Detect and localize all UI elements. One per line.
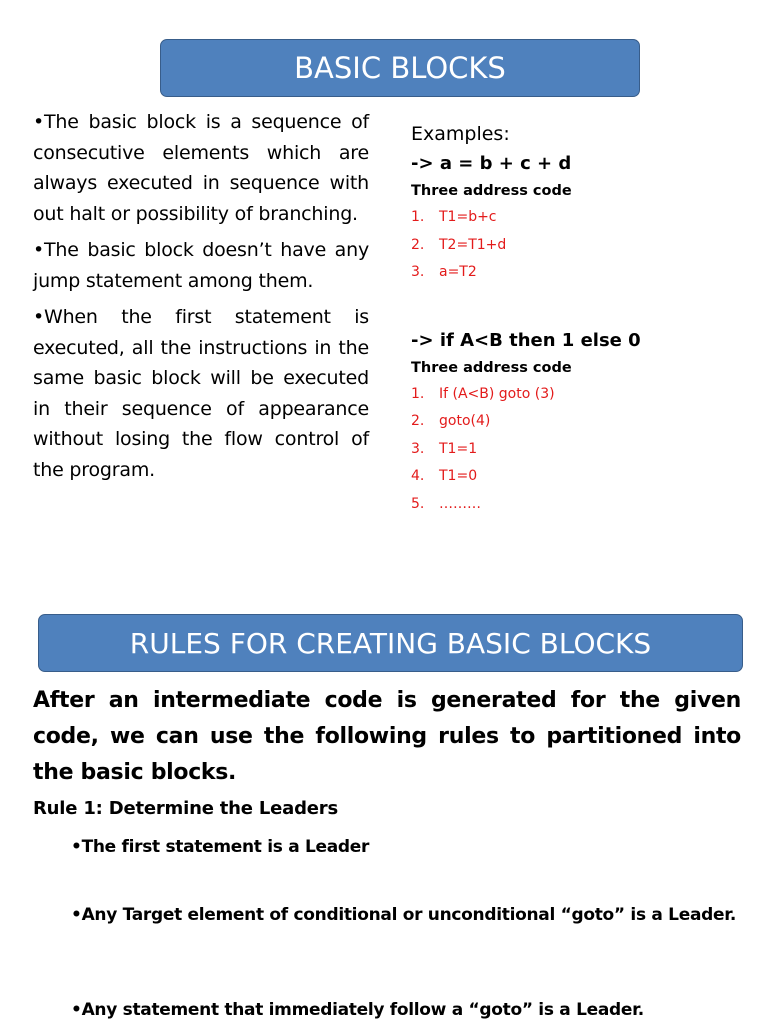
list-text: ……… [439, 495, 481, 512]
list-item [411, 436, 751, 464]
list-text: goto(4) [439, 413, 491, 429]
list-item [411, 232, 751, 260]
examples-heading: Examples: [411, 123, 510, 145]
description-paragraph: •The basic block is a sequence of consecutive elements which are always executed in sequence with out halt or possibility of branching. [33, 111, 369, 225]
section-title: BASIC BLOCKS [294, 51, 506, 85]
description-paragraph: •The basic block doesn’t have any jump statement among them. [33, 239, 369, 292]
description-paragraph: •When the first statement is executed, all the instructions in the same basic block will be executed in their sequence of appearance without losing the flow control of the program. [33, 306, 369, 481]
list-text: If (A<B) goto (3) [439, 385, 555, 402]
list-text: a=T2 [439, 264, 477, 280]
list-item [411, 381, 751, 409]
list-item [411, 408, 751, 436]
example-expression: -> if A<B then 1 else 0 [411, 329, 641, 351]
list-number: 3. [411, 264, 425, 280]
section-title: RULES FOR CREATING BASIC BLOCKS [129, 626, 652, 660]
basic-block-description [33, 107, 369, 491]
list-text: T1=0 [439, 468, 478, 484]
list-number: 2. [411, 236, 425, 253]
list-number: 3. [411, 440, 425, 457]
examples-panel [411, 120, 751, 518]
list-text: T1=1 [439, 440, 478, 457]
list-number: 5. [411, 495, 425, 512]
rules-intro: After an intermediate code is generated for the given code, we can use the following rules to partitioned into the basic blocks. [33, 688, 741, 785]
list-number: 1. [411, 385, 425, 402]
three-address-code-list [411, 204, 751, 287]
list-number: 2. [411, 413, 425, 429]
rule-item: •Any Target element of conditional or unconditional “goto” is a Leader. [71, 905, 737, 925]
list-item [411, 491, 751, 519]
list-number: 4. [411, 468, 425, 484]
rule-item: •Any statement that immediately follow a “goto” is a Leader. [71, 1000, 644, 1020]
list-number: 1. [411, 209, 425, 225]
section-title-banner [160, 39, 640, 97]
list-text: T1=b+c [439, 209, 497, 225]
list-item [411, 204, 751, 232]
three-address-code-list [411, 381, 751, 519]
rule-item: •The first statement is a Leader [71, 837, 370, 857]
list-item [411, 463, 751, 491]
example-expression: -> a = b + c + d [411, 153, 572, 174]
rule-heading: Rule 1: Determine the Leaders [33, 798, 338, 819]
list-item [411, 259, 751, 287]
section-title-banner [38, 614, 743, 672]
list-text: T2=T1+d [439, 236, 507, 253]
example-subtitle: Three address code [411, 183, 572, 199]
example-subtitle: Three address code [411, 359, 572, 376]
